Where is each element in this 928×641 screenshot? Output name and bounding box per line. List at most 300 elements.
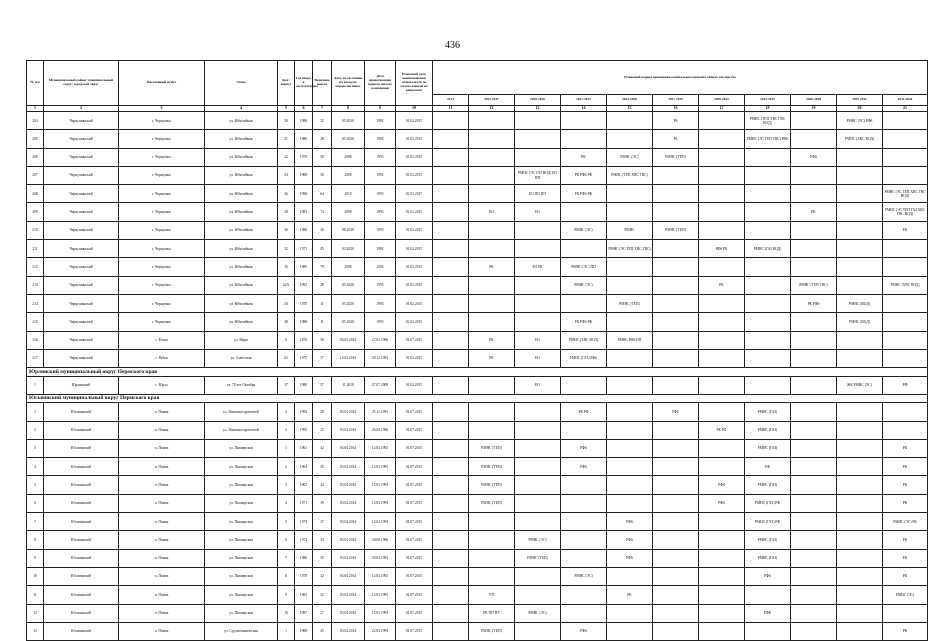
table-cell: РФ bbox=[883, 376, 928, 394]
table-cell: ул. Советская bbox=[205, 349, 278, 367]
table-cell bbox=[433, 221, 469, 239]
table-cell: 01.02.2015 bbox=[396, 166, 433, 184]
table-cell bbox=[469, 185, 515, 203]
table-cell: Юсьвинский bbox=[44, 586, 119, 604]
table-cell: Чернушинский bbox=[44, 203, 119, 221]
table-cell: 64 bbox=[313, 185, 332, 203]
table-cell bbox=[433, 148, 469, 166]
table-cell bbox=[515, 130, 561, 148]
table-cell: 1993 bbox=[365, 313, 396, 331]
table-row bbox=[27, 112, 928, 130]
table-cell bbox=[433, 331, 469, 349]
table-row bbox=[27, 567, 928, 585]
table-cell bbox=[515, 494, 561, 512]
header-last-overhaul: Дата, на состояние на которую определен износ bbox=[332, 61, 365, 106]
table-cell: 2019 bbox=[332, 185, 365, 203]
table-cell bbox=[699, 331, 745, 349]
table-cell: 12.03.1993 bbox=[365, 439, 396, 457]
table-cell bbox=[837, 622, 883, 640]
table-cell: 1986 bbox=[295, 112, 313, 130]
table-cell: РК РФ6 РФ bbox=[561, 166, 607, 184]
table-cell bbox=[433, 586, 469, 604]
table-cell bbox=[653, 276, 699, 294]
table-cell: РМНС (ГАЗ) bbox=[745, 549, 791, 567]
table-cell: 12.03.1993 bbox=[365, 513, 396, 531]
table-cell: п. Пожва bbox=[119, 403, 205, 421]
table-cell: РМНС (ТЕП) bbox=[653, 221, 699, 239]
table-cell bbox=[791, 112, 837, 130]
table-cell: ул. Юбилейная bbox=[205, 148, 278, 166]
table-cell: 26 bbox=[313, 221, 332, 239]
table-cell bbox=[607, 476, 653, 494]
table-cell bbox=[745, 349, 791, 367]
table-row bbox=[27, 276, 928, 294]
table-cell: 50 bbox=[313, 166, 332, 184]
table-cell: ул. Юбилейная bbox=[205, 166, 278, 184]
table-cell: 01.02.2015 bbox=[396, 203, 433, 221]
table-cell bbox=[791, 349, 837, 367]
table-cell: РМНС (ТЕП) bbox=[607, 294, 653, 312]
table-cell bbox=[433, 476, 469, 494]
table-cell: 2 bbox=[27, 421, 44, 439]
table-cell bbox=[607, 203, 653, 221]
table-cell: 57 bbox=[313, 349, 332, 367]
table-cell bbox=[561, 549, 607, 567]
table-cell: 32 bbox=[313, 112, 332, 130]
table-cell bbox=[699, 112, 745, 130]
table-cell: 03.04.2014 bbox=[332, 567, 365, 585]
table-cell: 1988 bbox=[295, 313, 313, 331]
column-number: 2 bbox=[44, 106, 119, 112]
table-cell: 12.03.1993 bbox=[365, 494, 396, 512]
table-cell: 01.07.2015 bbox=[396, 549, 433, 567]
table-cell: 05.2020 bbox=[332, 276, 365, 294]
table-cell: Юсьвинский bbox=[44, 567, 119, 585]
table-cell bbox=[607, 403, 653, 421]
table-cell: 37 bbox=[313, 513, 332, 531]
table-cell: 1 bbox=[278, 622, 295, 640]
column-number: 18 bbox=[745, 106, 791, 112]
table-cell: 01.07.2015 bbox=[396, 458, 433, 476]
table-cell bbox=[469, 403, 515, 421]
column-number: 12 bbox=[469, 106, 515, 112]
table-cell: 32 bbox=[278, 240, 295, 258]
table-row bbox=[27, 313, 928, 331]
table-cell bbox=[837, 349, 883, 367]
table-cell bbox=[791, 439, 837, 457]
table-cell: 1971 bbox=[295, 494, 313, 512]
table-cell: 28 bbox=[313, 130, 332, 148]
table-cell bbox=[699, 313, 745, 331]
table-cell: Юсьвинский bbox=[44, 421, 119, 439]
table-cell bbox=[433, 294, 469, 312]
table-row bbox=[27, 240, 928, 258]
table-cell: 45 bbox=[313, 240, 332, 258]
table-cell bbox=[791, 494, 837, 512]
table-cell bbox=[469, 513, 515, 531]
table-cell: п. Пожва bbox=[119, 567, 205, 585]
period-header: 2024-2026 bbox=[607, 95, 653, 106]
table-cell: 1988 bbox=[295, 221, 313, 239]
table-cell bbox=[607, 567, 653, 585]
table-cell bbox=[745, 185, 791, 203]
table-cell: 03.04.2014 bbox=[332, 604, 365, 622]
table-cell bbox=[653, 313, 699, 331]
table-cell bbox=[653, 166, 699, 184]
table-cell: 10 bbox=[27, 567, 44, 585]
table-cell bbox=[837, 203, 883, 221]
table-cell: РФК bbox=[745, 604, 791, 622]
table-cell: 1975 bbox=[295, 349, 313, 367]
table-cell bbox=[469, 376, 515, 394]
table-cell bbox=[699, 586, 745, 604]
table-cell bbox=[837, 476, 883, 494]
table-cell bbox=[791, 476, 837, 494]
table-cell: 8 bbox=[27, 531, 44, 549]
table-cell: 5 bbox=[27, 476, 44, 494]
table-cell: 25.11.1993 bbox=[365, 403, 396, 421]
table-cell bbox=[515, 148, 561, 166]
table-cell: ЕО bbox=[515, 376, 561, 394]
column-number: 5 bbox=[278, 106, 295, 112]
table-cell: 12.03.1993 bbox=[365, 586, 396, 604]
table-cell: 1992 bbox=[295, 276, 313, 294]
table-cell bbox=[699, 531, 745, 549]
period-header: 2030-2032 bbox=[699, 95, 745, 106]
table-cell bbox=[561, 604, 607, 622]
table-cell: ул. Юбилейная bbox=[205, 240, 278, 258]
section-title: Юсьвинский муниципальный округ Пермского края bbox=[27, 394, 928, 402]
table-cell: РМНС (ХВС ВОД) bbox=[561, 331, 607, 349]
table-cell: 6 bbox=[278, 531, 295, 549]
table-cell bbox=[607, 258, 653, 276]
table-cell: РФ6 bbox=[791, 148, 837, 166]
table-cell: 56 bbox=[313, 331, 332, 349]
table-cell bbox=[607, 185, 653, 203]
table-cell bbox=[433, 622, 469, 640]
table-cell bbox=[433, 166, 469, 184]
table-cell bbox=[653, 376, 699, 394]
table-row bbox=[27, 185, 928, 203]
table-cell bbox=[607, 421, 653, 439]
table-cell: 7 bbox=[27, 513, 44, 531]
table-cell bbox=[515, 403, 561, 421]
table-cell: Чернушинский bbox=[44, 221, 119, 239]
table-cell: 3 bbox=[278, 421, 295, 439]
table-cell: Юсьвинский bbox=[44, 476, 119, 494]
table-cell bbox=[469, 313, 515, 331]
table-cell: 01.02.2015 bbox=[396, 148, 433, 166]
table-cell bbox=[699, 604, 745, 622]
period-header: 2033-2035 bbox=[745, 95, 791, 106]
table-cell bbox=[433, 240, 469, 258]
table-cell: РМНС (ЭС) bbox=[883, 586, 928, 604]
table-cell bbox=[791, 130, 837, 148]
period-header: 2036-2038 bbox=[791, 95, 837, 106]
table-cell bbox=[469, 148, 515, 166]
table-cell: РМНС (ГАЗ) РФ6 bbox=[561, 349, 607, 367]
table-cell: 57 bbox=[313, 376, 332, 394]
table-cell: ул. Юбилейная bbox=[205, 294, 278, 312]
table-cell bbox=[837, 439, 883, 457]
table-row bbox=[27, 130, 928, 148]
table-cell: РК bbox=[699, 276, 745, 294]
table-cell: 3А bbox=[278, 294, 295, 312]
table-cell: РК РФ6 РФ bbox=[561, 185, 607, 203]
table-cell: 216 bbox=[27, 331, 44, 349]
table-cell bbox=[433, 349, 469, 367]
table-cell: 03.04.2014 bbox=[332, 513, 365, 531]
table-row bbox=[27, 531, 928, 549]
table-cell: Юсьвинский bbox=[44, 458, 119, 476]
table-cell: 45 bbox=[313, 622, 332, 640]
table-cell bbox=[561, 240, 607, 258]
table-cell: 2008 bbox=[332, 148, 365, 166]
table-cell bbox=[699, 148, 745, 166]
table-cell: 1970 bbox=[295, 294, 313, 312]
table-cell: Чернушинский bbox=[44, 294, 119, 312]
table-cell: 01.07.2015 bbox=[396, 531, 433, 549]
table-cell bbox=[837, 185, 883, 203]
table-cell bbox=[883, 331, 928, 349]
table-cell: 1 bbox=[27, 403, 44, 421]
table-cell: 215 bbox=[27, 313, 44, 331]
table-cell: ул. Юбилейная bbox=[205, 203, 278, 221]
table-cell bbox=[837, 258, 883, 276]
table-row bbox=[27, 622, 928, 640]
table-cell: 30 bbox=[278, 221, 295, 239]
table-cell: РМНС (ВОД) bbox=[837, 313, 883, 331]
table-cell bbox=[469, 112, 515, 130]
column-number: 3 bbox=[119, 106, 205, 112]
table-cell: 26.09.1996 bbox=[365, 421, 396, 439]
table-cell: ул. Пионерская bbox=[205, 586, 278, 604]
column-number: 11 bbox=[433, 106, 469, 112]
table-cell bbox=[607, 376, 653, 394]
table-cell bbox=[515, 112, 561, 130]
table-row bbox=[27, 604, 928, 622]
table-row bbox=[27, 458, 928, 476]
table-cell: Юсьвинский bbox=[44, 604, 119, 622]
table-cell bbox=[653, 258, 699, 276]
column-number: 21 bbox=[883, 106, 928, 112]
table-cell: 1978 bbox=[295, 567, 313, 585]
table-cell: 01.02.2015 bbox=[396, 376, 433, 394]
table-cell: 01.07.2015 bbox=[396, 586, 433, 604]
table-cell: РФ6 РК bbox=[699, 240, 745, 258]
table-cell: 3 bbox=[278, 476, 295, 494]
table-cell bbox=[561, 494, 607, 512]
table-cell: 01.07.2015 bbox=[396, 567, 433, 585]
table-cell bbox=[883, 130, 928, 148]
table-cell bbox=[653, 586, 699, 604]
table-cell: 1968 bbox=[295, 166, 313, 184]
table-cell: ЖК РМНС (ЭС) bbox=[837, 376, 883, 394]
table-cell: 28 bbox=[313, 276, 332, 294]
table-cell bbox=[653, 476, 699, 494]
table-cell: 1987 bbox=[295, 604, 313, 622]
table-cell: РК bbox=[883, 531, 928, 549]
column-number: 9 bbox=[365, 106, 396, 112]
table-cell bbox=[699, 549, 745, 567]
table-row bbox=[27, 166, 928, 184]
table-cell bbox=[607, 276, 653, 294]
period-header: 2027-2029 bbox=[653, 95, 699, 106]
table-row bbox=[27, 294, 928, 312]
table-cell: 12 bbox=[27, 604, 44, 622]
table-cell: 204 bbox=[27, 112, 44, 130]
table-cell: 205 bbox=[27, 130, 44, 148]
table-cell: ЕО bbox=[515, 203, 561, 221]
table-cell bbox=[699, 376, 745, 394]
table-cell bbox=[699, 221, 745, 239]
table-cell bbox=[469, 421, 515, 439]
period-header: 2018-2020 bbox=[515, 95, 561, 106]
table-cell bbox=[837, 403, 883, 421]
table-cell: 210 bbox=[27, 221, 44, 239]
table-cell bbox=[561, 203, 607, 221]
table-cell: Чернушинский bbox=[44, 258, 119, 276]
table-cell: 01.07.2015 bbox=[396, 331, 433, 349]
table-cell: 05.2020 bbox=[332, 112, 365, 130]
table-cell bbox=[653, 567, 699, 585]
table-cell: 12.03.1993 bbox=[365, 604, 396, 622]
table-cell: 1973 bbox=[295, 513, 313, 531]
table-row bbox=[27, 439, 928, 457]
table-cell bbox=[515, 476, 561, 494]
table-cell bbox=[515, 439, 561, 457]
table-cell: 58 bbox=[313, 148, 332, 166]
table-cell bbox=[745, 313, 791, 331]
table-cell: 1980 bbox=[295, 549, 313, 567]
table-cell: 01.07.2015 bbox=[396, 421, 433, 439]
table-cell bbox=[469, 567, 515, 585]
table-cell: 03.04.2014 bbox=[332, 531, 365, 549]
table-cell: 39 bbox=[313, 494, 332, 512]
table-row bbox=[27, 349, 928, 367]
table-cell: 1985 bbox=[295, 258, 313, 276]
table-cell bbox=[699, 567, 745, 585]
table-cell: РМНС (ТЕП) bbox=[469, 622, 515, 640]
table-cell bbox=[469, 531, 515, 549]
header-street: Улица bbox=[205, 61, 278, 106]
table-cell: 03.04.2014 bbox=[332, 494, 365, 512]
table-row bbox=[27, 376, 928, 394]
table-cell bbox=[653, 604, 699, 622]
table-cell: 03.04.2014 bbox=[332, 403, 365, 421]
table-row bbox=[27, 148, 928, 166]
period-header: 2039-2041 bbox=[837, 95, 883, 106]
table-cell: 29.04.1993 bbox=[365, 549, 396, 567]
table-cell bbox=[883, 604, 928, 622]
table-cell: 12.03.1993 bbox=[365, 567, 396, 585]
table-cell bbox=[699, 185, 745, 203]
table-cell bbox=[699, 403, 745, 421]
table-cell: Чернушинский bbox=[44, 112, 119, 130]
table-cell bbox=[607, 622, 653, 640]
table-cell bbox=[469, 240, 515, 258]
table-cell: п. Пожва bbox=[119, 531, 205, 549]
table-cell: Чернушинский bbox=[44, 148, 119, 166]
table-cell: ул. Юбилейная bbox=[205, 130, 278, 148]
table-cell: ул. Пионерская bbox=[205, 513, 278, 531]
table-cell bbox=[745, 276, 791, 294]
table-cell: 12.03.1993 bbox=[365, 476, 396, 494]
table-cell bbox=[607, 349, 653, 367]
table-cell: 03.04.2014 bbox=[332, 622, 365, 640]
table-cell bbox=[515, 276, 561, 294]
table-cell: с. Рябки bbox=[119, 349, 205, 367]
section-title: Юрлинский муниципальный округ Пермского края bbox=[27, 368, 928, 376]
table-cell: ул. Судомеханическая bbox=[205, 622, 278, 640]
table-cell bbox=[653, 513, 699, 531]
table-cell: ул. Мира bbox=[205, 331, 278, 349]
table-cell bbox=[791, 331, 837, 349]
column-number: 13 bbox=[515, 106, 561, 112]
table-cell bbox=[791, 458, 837, 476]
table-cell: г. Чернушка bbox=[119, 166, 205, 184]
table-cell bbox=[561, 476, 607, 494]
table-cell: РФ6 bbox=[607, 531, 653, 549]
table-cell: 01.02.2015 bbox=[396, 349, 433, 367]
table-cell: РК bbox=[607, 586, 653, 604]
table-cell: 08.2020 bbox=[332, 221, 365, 239]
table-cell: РК bbox=[883, 439, 928, 457]
table-cell: 32 bbox=[313, 586, 332, 604]
table-cell: 38 bbox=[278, 313, 295, 331]
table-cell: РК bbox=[883, 458, 928, 476]
table-cell: 2008 bbox=[332, 203, 365, 221]
table-cell: 1 bbox=[278, 439, 295, 457]
table-cell bbox=[515, 421, 561, 439]
table-cell: РМНС (ТЕП) bbox=[469, 439, 515, 457]
table-cell: Чернушинский bbox=[44, 185, 119, 203]
table-cell bbox=[837, 513, 883, 531]
table-cell: 22А bbox=[278, 276, 295, 294]
table-cell: РМНС (ЭС) ПП bbox=[561, 258, 607, 276]
table-cell: 1962 bbox=[295, 476, 313, 494]
table-cell bbox=[653, 421, 699, 439]
table-cell: ул. Юбилейная bbox=[205, 185, 278, 203]
table-cell: 22 bbox=[278, 148, 295, 166]
table-cell bbox=[791, 567, 837, 585]
table-cell bbox=[745, 148, 791, 166]
column-number: 4 bbox=[205, 106, 278, 112]
table-cell: РМНС (ГАЗ) bbox=[745, 476, 791, 494]
table-cell bbox=[791, 421, 837, 439]
table-row bbox=[27, 476, 928, 494]
table-cell: г. Чернушка bbox=[119, 258, 205, 276]
table-cell bbox=[607, 313, 653, 331]
table-cell bbox=[561, 531, 607, 549]
table-cell bbox=[883, 166, 928, 184]
table-cell: 1876 bbox=[295, 331, 313, 349]
table-cell bbox=[469, 221, 515, 239]
table-cell bbox=[433, 494, 469, 512]
table-cell: п. Пожва bbox=[119, 421, 205, 439]
table-cell: 03.04.2014 bbox=[332, 549, 365, 567]
table-row bbox=[27, 494, 928, 512]
table-cell bbox=[837, 240, 883, 258]
table-cell bbox=[653, 349, 699, 367]
table-cell: 11 bbox=[313, 294, 332, 312]
table-cell bbox=[433, 458, 469, 476]
table-row bbox=[27, 586, 928, 604]
table-cell: РМНС (ЭС) bbox=[515, 604, 561, 622]
table-cell bbox=[745, 166, 791, 184]
table-cell: РК bbox=[883, 476, 928, 494]
table-cell: 20 bbox=[278, 112, 295, 130]
